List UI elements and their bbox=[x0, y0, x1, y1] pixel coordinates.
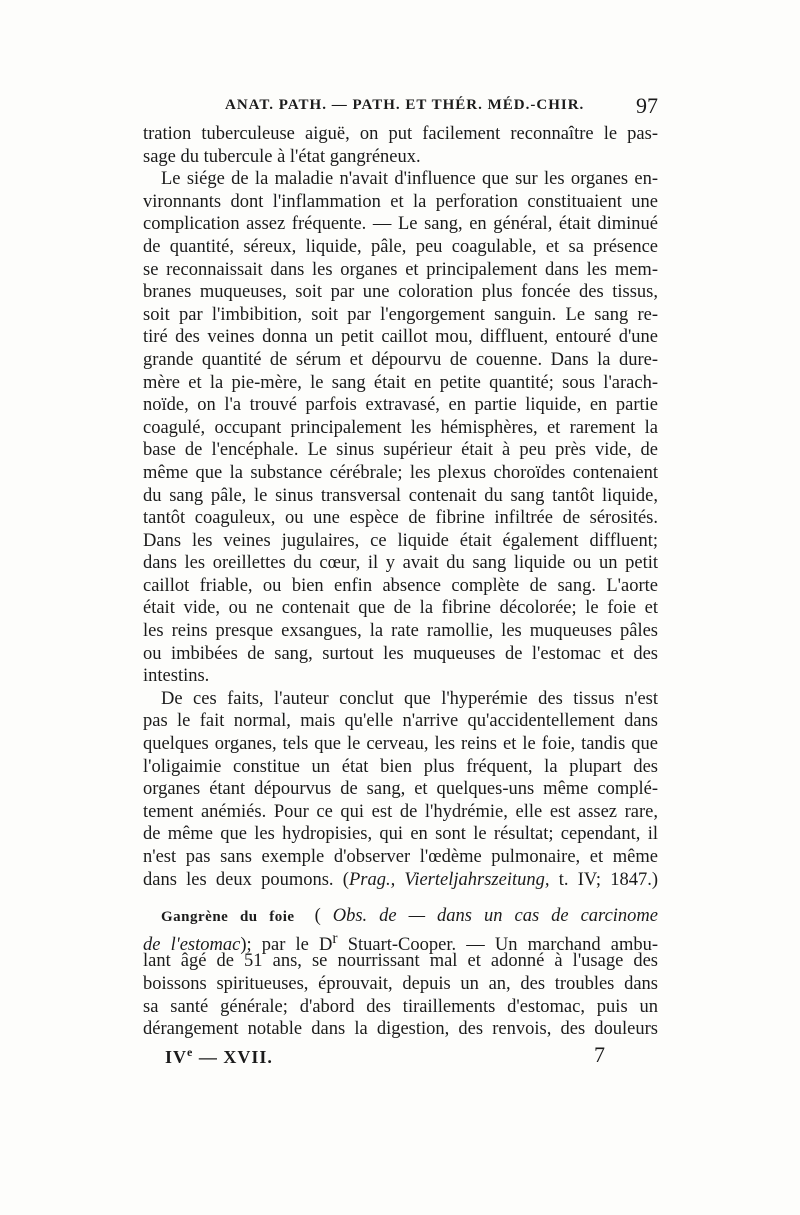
text-line: dérangement notable dans la digestion, des renvois, des douleurs bbox=[143, 1019, 658, 1040]
text-line: du sang pâle, le sinus transversal contenait du sang tantôt liquide, bbox=[143, 485, 658, 506]
text-line: intestins. bbox=[143, 666, 210, 687]
text-line: sa santé générale; d'abord des tiraillements d'estomac, puis un bbox=[143, 996, 658, 1017]
author-prefix: ); par le D bbox=[240, 934, 333, 955]
text-line bbox=[143, 928, 658, 955]
text-line: base de l'encéphale. Le sinus supérieur était à peu près vide, de bbox=[143, 440, 658, 461]
citation-open: dans les deux poumons. ( bbox=[143, 869, 349, 890]
text-line: boissons spiritueuses, éprouvait, depuis un an, des troubles dans bbox=[143, 973, 658, 994]
text-line: lant âgé de 51 ans, se nourrissant mal et adonné à l'usage des bbox=[143, 951, 658, 972]
text-line: de même que les hydropisies, qui en sont le résultat; cependant, il bbox=[143, 824, 658, 845]
paragraph-3 bbox=[143, 688, 658, 891]
text-line: Le siége de la maladie n'avait d'influence que sur les organes en- bbox=[161, 169, 658, 190]
text-line: tantôt coaguleux, ou une espèce de fibrine infiltrée de sérosités. bbox=[143, 508, 658, 529]
text-line: caillot friable, ou bien enfin absence complète de sang. L'aorte bbox=[143, 575, 658, 596]
section-gap bbox=[143, 891, 658, 905]
author-rest: Stuart-Cooper. — Un marchand ambu- bbox=[337, 934, 658, 955]
text-line: sage du tubercule à l'état gangréneux. bbox=[143, 146, 421, 167]
page-number: 97 bbox=[636, 93, 658, 118]
text-line bbox=[143, 869, 658, 892]
sheet-number: 7 bbox=[594, 1042, 605, 1067]
text-line: même que la substance cérébrale; les plexus choroïdes contenaient bbox=[143, 462, 658, 483]
paragraph-2 bbox=[143, 168, 658, 688]
signature-sup: e bbox=[187, 1045, 194, 1059]
heading-italic: Obs. de — dans un cas de carcinome bbox=[332, 906, 658, 927]
text-line: soit par l'imbibition, soit par l'engorgement sanguin. Le sang re- bbox=[143, 304, 658, 325]
citation-volume: t. IV; 1847.) bbox=[549, 869, 658, 890]
text-line: complication assez fréquente. — Le sang, en général, était diminué bbox=[143, 214, 658, 235]
text-line: De ces faits, l'auteur conclut que l'hyperémie des tissus n'est bbox=[161, 688, 658, 709]
text-line: branes muqueuses, soit par une coloration plus foncée des tissus, bbox=[143, 282, 658, 303]
running-title: ANAT. PATH. — PATH. ET THÉR. MÉD.-CHIR. bbox=[225, 97, 585, 113]
text-line: grande quantité de sérum et dépourvu de couenne. Dans la dure- bbox=[143, 349, 658, 370]
text-line: vironnants dont l'inflammation et la perforation constituaient une bbox=[143, 191, 658, 212]
text-line: tement anémiés. Pour ce qui est de l'hydrémie, elle est assez rare, bbox=[143, 801, 658, 822]
heading-paren: ( bbox=[302, 906, 333, 927]
text-line: organes étant dépourvus de sang, et quelques-uns même complé- bbox=[143, 779, 658, 800]
running-header bbox=[143, 95, 658, 125]
text-line: n'est pas sans exemple d'observer l'œdème pulmonaire, et même bbox=[143, 847, 658, 867]
text-line: l'oligaimie constitue un état bien plus fréquent, la plupart des bbox=[143, 756, 658, 777]
text-line: quelques organes, tels que le cerveau, les reins et le foie, tandis que bbox=[143, 734, 658, 755]
text-line: coagulé, occupant principalement les hémisphères, et rarement la bbox=[143, 417, 658, 438]
doctor-superscript: r bbox=[332, 929, 338, 947]
text-line: noïde, on l'a trouvé parfois extravasé, en partie liquide, en partie bbox=[143, 395, 658, 416]
text-line: se reconnaissait dans les organes et principalement dans les mem- bbox=[143, 259, 658, 280]
heading-italic-cont: de l'estomac bbox=[143, 934, 241, 955]
text-line: Dans les veines jugulaires, ce liquide était également diffluent; bbox=[143, 530, 658, 551]
text-line: pas le fait normal, mais qu'elle n'arrive qu'accidentellement dans bbox=[143, 711, 658, 732]
text-line bbox=[143, 905, 658, 928]
page-footer bbox=[165, 1042, 605, 1073]
body-text bbox=[143, 123, 658, 1041]
paragraph-1 bbox=[143, 123, 658, 168]
text-line: de quantité, séreux, liquide, pâle, peu coagulable, et sa présence bbox=[143, 236, 658, 257]
text-line: dans les oreillettes du cœur, il y avait du sang liquide ou un petit bbox=[143, 553, 658, 574]
text-line: tration tuberculeuse aiguë, on put facilement reconnaître le pas- bbox=[143, 124, 658, 144]
section-heading: Gangrène du foie bbox=[161, 909, 295, 926]
text-line: les reins presque exsangues, la rate ramollie, les muqueuses pâles bbox=[143, 621, 658, 642]
text-line: mère et la pie-mère, le sang était en petite quantité; sous l'arach- bbox=[143, 372, 658, 393]
citation-journal: Prag., Vierteljahrszeitung, bbox=[348, 869, 550, 890]
text-line: était vide, ou ne contenait que de la fibrine décolorée; le foie et bbox=[143, 598, 658, 619]
signature-mark bbox=[165, 1045, 273, 1068]
paragraph-4 bbox=[143, 905, 658, 1041]
signature-rest: — XVII. bbox=[193, 1047, 273, 1067]
text-line: tiré des veines donna un petit caillot mou, diffluent, entouré d'une bbox=[143, 327, 658, 348]
text-line: ou imbibées de sang, surtout les muqueuses de l'estomac et des bbox=[143, 643, 658, 664]
signature-main: IV bbox=[165, 1047, 188, 1067]
